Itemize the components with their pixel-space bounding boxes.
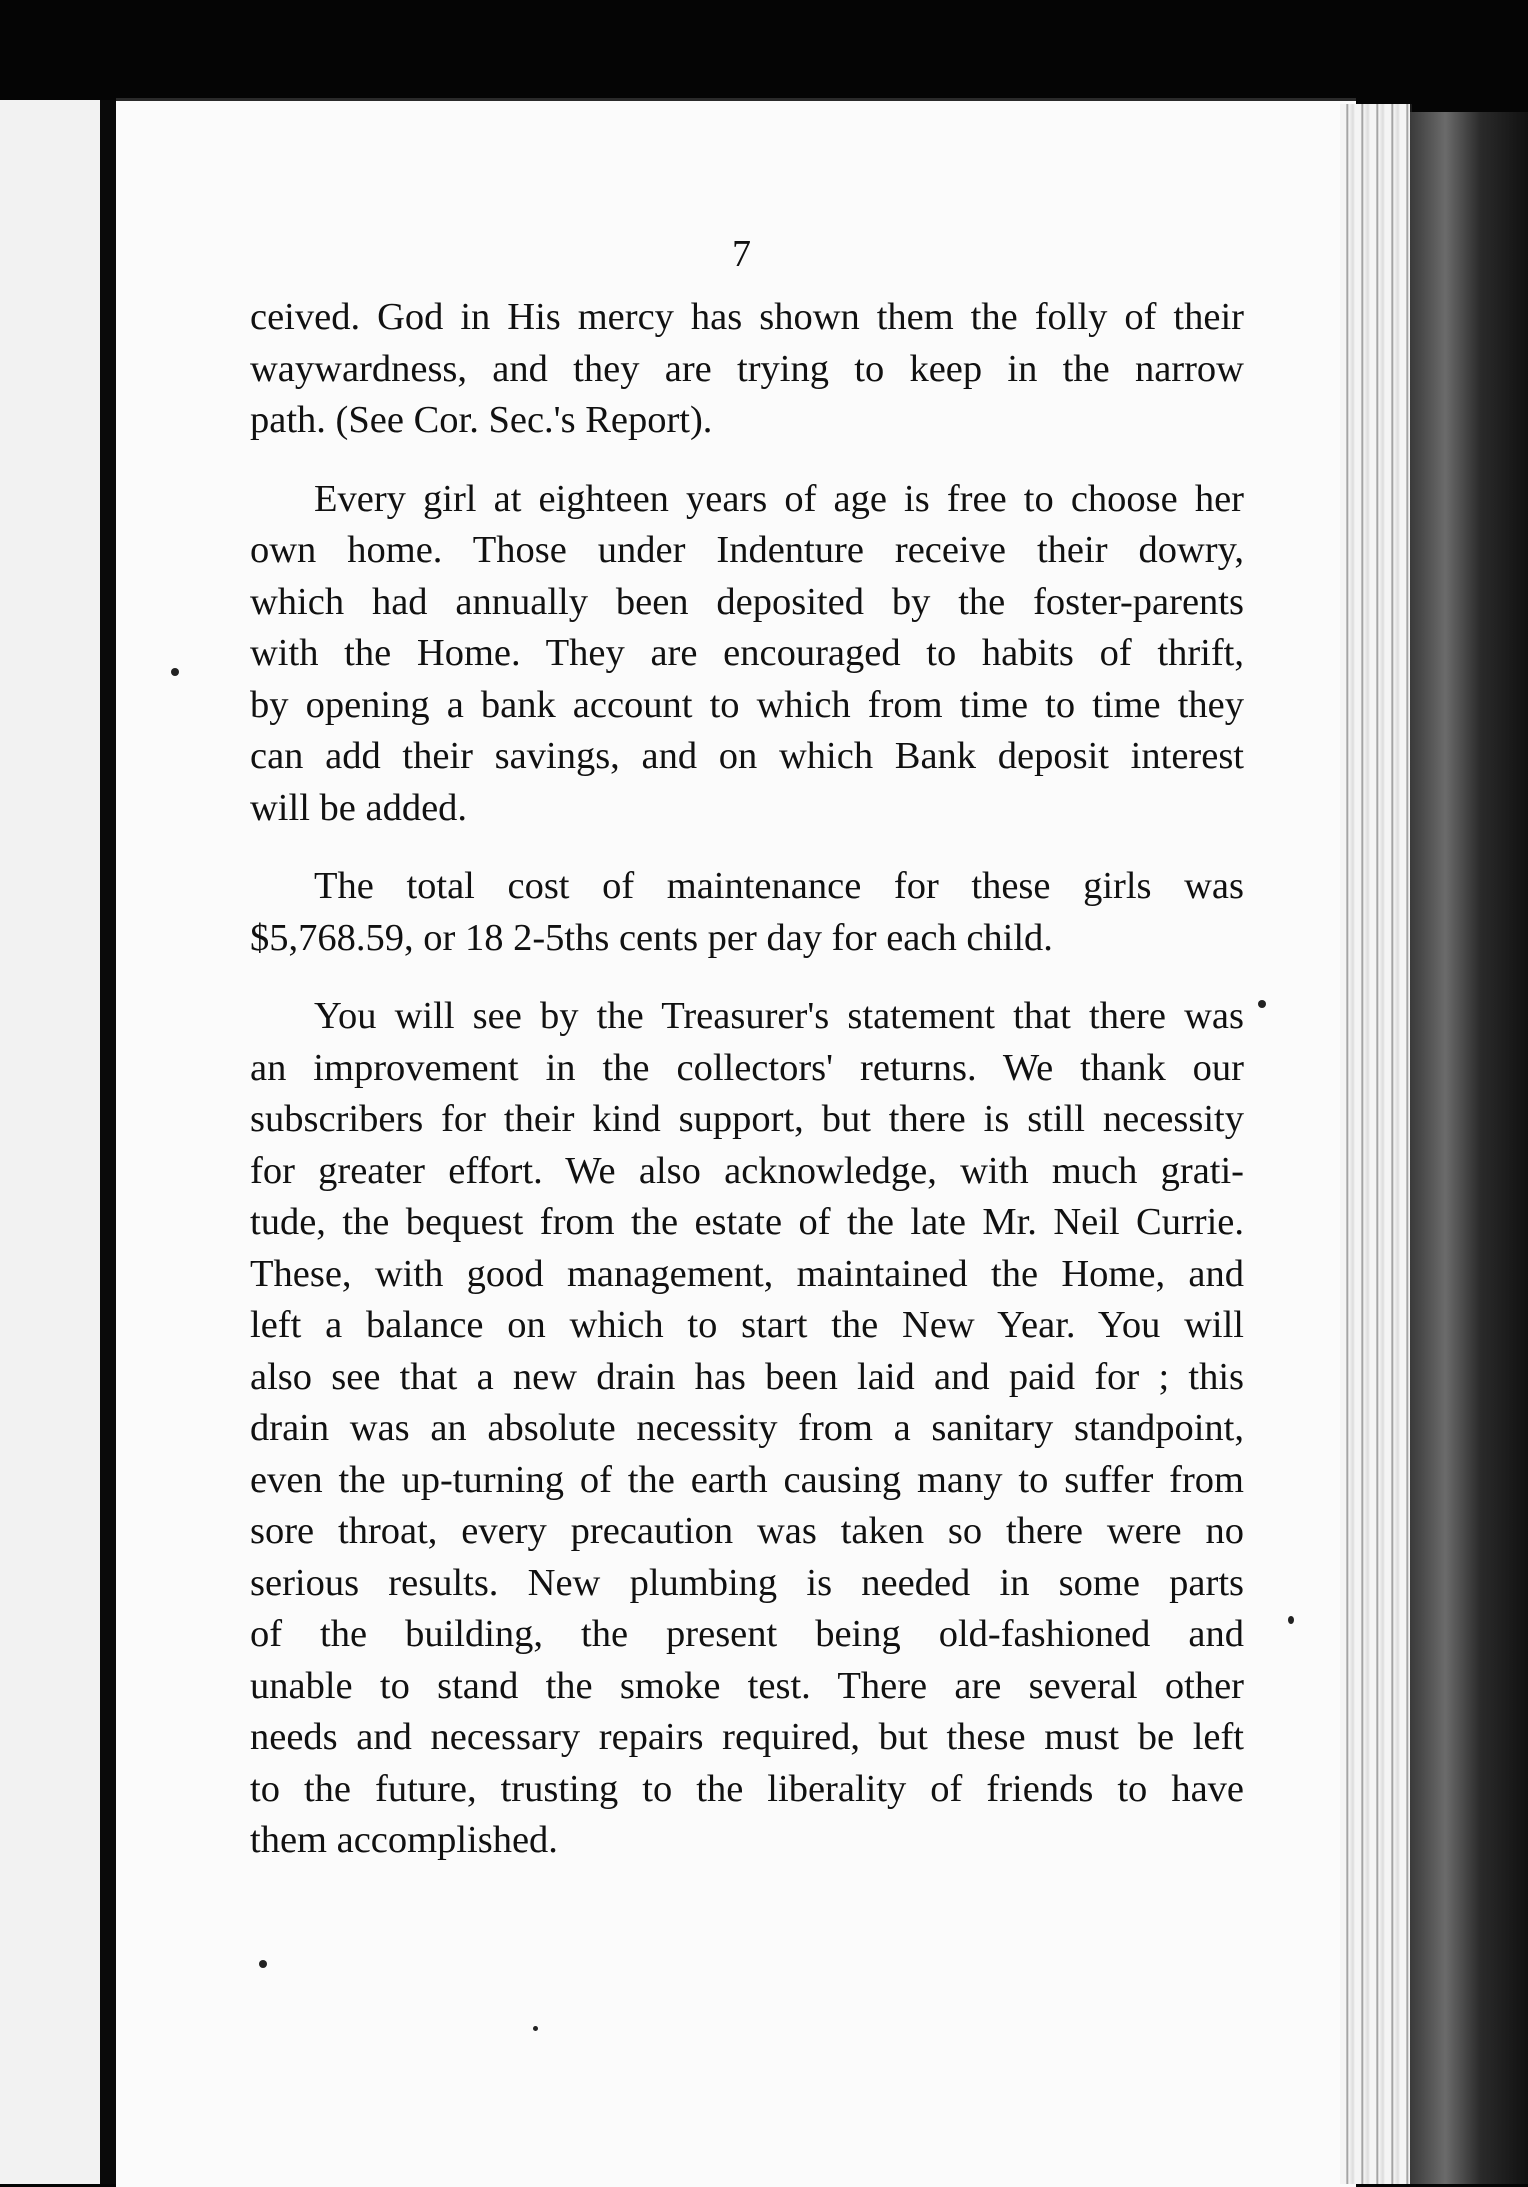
text-line: left a balance on which to start the New Year. You will — [250, 1304, 1244, 1346]
text-line: path. (See Cor. Sec.'s Report). — [250, 399, 713, 441]
text-line: unable to stand the smoke test. There are several other — [250, 1664, 1244, 1707]
book-cover-edge — [1410, 112, 1528, 2184]
text-line: tude, the bequest from the estate of the late Mr. Neil Currie. — [250, 1201, 1244, 1243]
scan-speck — [533, 2026, 538, 2031]
paragraph — [250, 861, 1244, 964]
text-line: to the future, trusting to the liberality of friends to have — [250, 1767, 1244, 1810]
text-line: even the up-turning of the earth causing many to suffer from — [250, 1458, 1244, 1501]
page-number: 7 — [732, 233, 751, 275]
paragraph — [250, 292, 1244, 447]
scan-speck — [259, 1960, 267, 1968]
text-line: also see that a new drain has been laid and paid for ; this — [250, 1355, 1244, 1398]
text-line: sore throat, every precaution was taken so there were no — [250, 1510, 1244, 1552]
text-line: drain was an absolute necessity from a sanitary standpoint, — [250, 1407, 1244, 1449]
text-line: own home. Those under Indenture receive their dowry, — [250, 529, 1244, 571]
text-line: by opening a bank account to which from time to time they — [250, 683, 1244, 726]
text-line: an improvement in the collectors' returns. We thank our — [250, 1046, 1244, 1089]
text-line: Every girl at eighteen years of age is free to choose her — [314, 477, 1244, 520]
text-line: of the building, the present being old-fashioned and — [250, 1613, 1244, 1655]
text-line: The total cost of maintenance for these girls was — [314, 865, 1244, 907]
text-line: them accomplished. — [250, 1819, 558, 1861]
book-gutter — [100, 100, 116, 2184]
text-line: needs and necessary repairs required, but these must be left — [250, 1716, 1244, 1758]
text-line: You will see by the Treasurer's statement that there was — [314, 995, 1244, 1037]
left-page-edge — [0, 100, 112, 2184]
text-line: which had annually been deposited by the foster-parents — [250, 580, 1244, 623]
scan-speck — [1258, 1000, 1266, 1008]
text-line: waywardness, and they are trying to keep in the narrow — [250, 347, 1244, 390]
text-line: can add their savings, and on which Bank deposit interest — [250, 735, 1244, 777]
paragraph — [250, 991, 1244, 1867]
page-edges — [1340, 104, 1412, 2184]
text-line: $5,768.59, or 18 2-5ths cents per day for each child. — [250, 916, 1053, 959]
text-line: serious results. New plumbing is needed in some parts — [250, 1561, 1244, 1604]
scan-speck — [171, 668, 179, 676]
text-line: ceived. God in His mercy has shown them the folly of their — [250, 296, 1244, 338]
scan-speck — [1288, 1616, 1294, 1624]
text-line: These, with good management, maintained the Home, and — [250, 1252, 1244, 1295]
text-line: for greater effort. We also acknowledge, with much grati- — [250, 1149, 1244, 1192]
text-line: with the Home. They are encouraged to habits of thrift, — [250, 632, 1244, 674]
text-line: will be added. — [250, 786, 468, 829]
paragraph — [250, 474, 1244, 835]
text-line: subscribers for their kind support, but there is still necessity — [250, 1098, 1244, 1140]
body-text — [250, 292, 1244, 1867]
